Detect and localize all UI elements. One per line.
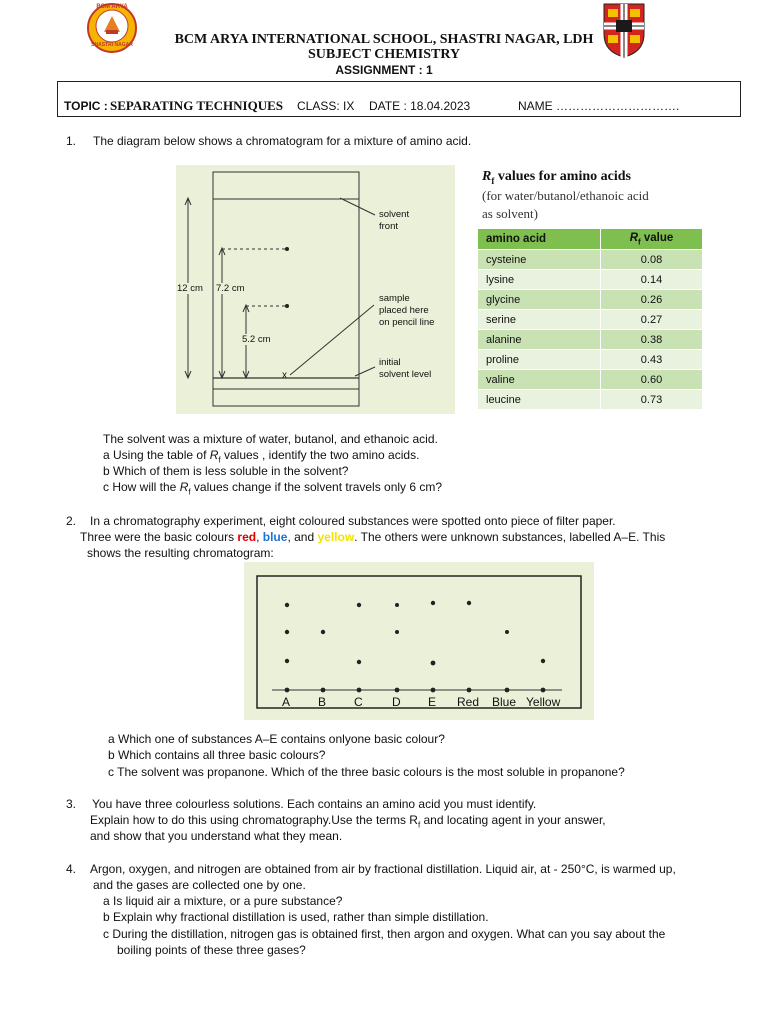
q2-part-c: c The solvent was propanone. Which of the three basic colours is the most soluble in propanone? [108,765,625,779]
spot-label: Yellow [526,695,561,709]
acid-name: proline [478,350,601,370]
label-sample-1: sample [379,293,410,304]
table-row [478,290,702,310]
header-acid: amino acid [478,229,601,250]
rf-table-title: $R_f$ values for amino acids [482,169,631,186]
red-word: red [237,530,257,544]
acid-name: valine [478,370,601,390]
dim-72cm: 7.2 cm [216,283,245,294]
spot-label: Blue [492,695,517,709]
q2-line2: Three were the basic colours red, blue, and yellow. The others were unknown substances, labelled A–E. This [80,530,666,544]
label-sample-3: on pencil line [379,317,435,328]
q1-line4: c How will the $R_f$ values change if the solvent travels only 6 cm? [103,480,443,497]
acid-name: leucine [478,390,601,410]
spot-label: C [354,695,363,709]
spot-label: E [428,695,437,709]
q4-part-c2: boiling points of these three gases? [117,943,306,957]
q4-part-c: c During the distillation, nitrogen gas is obtained first, then argon and oxygen. What can you say about the [103,927,666,941]
acid-name: lysine [478,270,601,290]
rf-value: 0.73 [601,390,703,410]
q2-number: 2. [66,514,77,528]
label-solvent-front-1: solvent [379,209,410,220]
q4-line2: and the gases are collected one by one. [93,878,306,892]
rf-value: 0.26 [601,290,703,310]
class-label: CLASS: IX [297,99,355,113]
q2-part-a: a Which one of substances A–E contains onlyone basic colour? [108,732,445,746]
q3-number: 3. [66,797,77,811]
table-row [478,350,702,370]
table-row [478,250,702,270]
q3-line3: and show that you understand what they mean. [90,829,343,843]
rf-value: 0.60 [601,370,703,390]
assignment-title: ASSIGNMENT : 1 [335,63,433,77]
yellow-word: yellow [317,530,355,544]
date-label: DATE : 18.04.2023 [369,99,471,113]
school-name: BCM ARYA INTERNATIONAL SCHOOL, SHASTRI NAGAR, LDH [174,32,594,47]
q4-number: 4. [66,862,77,876]
label-initial-2: solvent level [379,369,432,380]
spot-label: Red [457,695,480,709]
name-field: NAME …………………………. [518,99,680,113]
table-row [478,310,702,330]
rf-table-subtitle-2: as solvent) [482,206,538,221]
q4-part-a: a Is liquid air a mixture, or a pure substance? [103,894,343,908]
q1-number: 1. [66,134,77,148]
q1-line1: The solvent was a mixture of water, butanol, and ethanoic acid. [103,432,438,446]
spot-label: A [282,695,291,709]
label-initial-1: initial [379,357,401,368]
acid-name: glycine [478,290,601,310]
rf-table-subtitle-1: (for water/butanol/ethanoic acid [482,188,649,203]
q2-line1: In a chromatography experiment, eight coloured substances were spotted onto piece of filter paper. [90,514,616,528]
table-row [478,330,702,350]
rf-value: 0.14 [601,270,703,290]
q4-line1: Argon, oxygen, and nitrogen are obtained from air by fractional distillation. Liquid air, at - 250°C, is warmed up, [90,862,676,876]
table-row [478,370,702,390]
q2-part-b: b Which contains all three basic colours? [108,748,326,762]
topic-label: TOPIC : [64,99,108,113]
q3-line2: Explain how to do this using chromatography.Use the terms $R_f$ and locating agent in your answer, [90,813,606,830]
blue-word: blue [262,530,288,544]
acid-name: alanine [478,330,601,350]
rf-value: 0.27 [601,310,703,330]
logo-text: BCM ARYA [96,4,128,10]
acid-name: cysteine [478,250,601,270]
q1-text: The diagram below shows a chromatogram for a mixture of amino acid. [93,134,472,148]
rf-value: 0.38 [601,330,703,350]
q2-line3: shows the resulting chromatogram: [87,546,274,560]
dim-52cm: 5.2 cm [242,334,271,345]
chromatogram-diagram [176,165,455,414]
rf-table [478,229,702,410]
spot-label: D [392,695,401,709]
q3-line1: You have three colourless solutions. Each contains an amino acid you must identify. [92,797,537,811]
topic-value: SEPARATING TECHNIQUES [110,98,284,113]
dim-12cm: 12 cm [177,283,203,294]
table-row [478,390,702,410]
acid-name: serine [478,310,601,330]
spot-label: B [318,695,327,709]
q1-line2: a Using the table of $R_f$ values , identify the two amino acids. [103,448,420,465]
q1-line3: b Which of them is less soluble in the solvent? [103,464,349,478]
subject-title: SUBJECT CHEMISTRY [307,47,461,62]
colour-chromatogram [244,562,594,720]
label-sample-2: placed here [379,305,429,316]
logo-subtext: SHASTRI NAGAR [91,42,133,48]
table-row [478,270,702,290]
label-solvent-front-2: front [379,221,399,232]
sample-cross: x [282,370,287,381]
rf-value: 0.08 [601,250,703,270]
header-value: $R_f$ value [601,229,703,250]
q4-part-b: b Explain why fractional distillation is used, rather than simple distillation. [103,910,489,924]
rf-value: 0.43 [601,350,703,370]
rf-table-header [478,229,702,250]
topic-bar [57,81,741,117]
